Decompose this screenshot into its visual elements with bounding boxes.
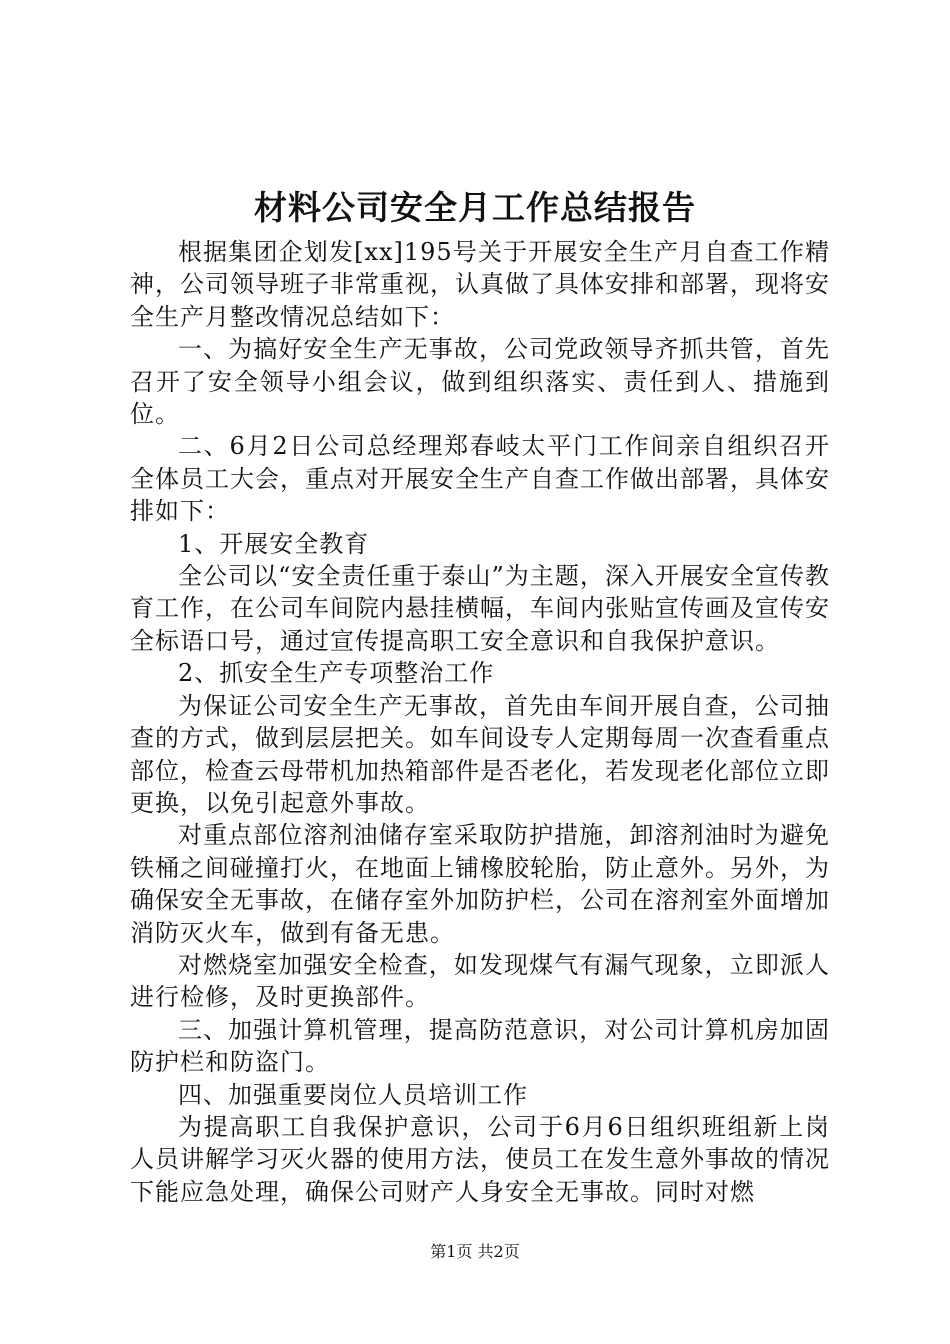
heading-safety-education: 1、开展安全教育 <box>178 529 370 558</box>
page-footer: 第1页 共2页 <box>430 1242 520 1261</box>
document-body <box>130 236 830 1208</box>
paragraph-combustion-room: 对燃烧室加强安全检查，如发现煤气有漏气现象，立即派人进行检修，及时更换部件。 <box>130 950 830 1012</box>
paragraph-self-inspection: 为保证公司安全生产无事故，首先由车间开展自查，公司抽查的方式，做到层层把关。如车间设专人定期每周一次查看重点部位，检查云母带机加热箱部件是否老化，若发现老化部位立即更换，以免引起意外事故。 <box>130 691 830 817</box>
page-title: 材料公司安全月工作总结报告 <box>254 188 696 227</box>
paragraph-solvent-storage: 对重点部位溶剂油储存室采取防护措施，卸溶剂油时为避免铁桶之间碰撞打火，在地面上铺橡胶轮胎，防止意外。另外，为确保安全无事故，在储存室外加防护栏，公司在溶剂室外面增加消防灭火车，做到有备无患。 <box>130 821 830 947</box>
paragraph-section-2: 二、6月2日公司总经理郑春岐太平门工作间亲自组织召开全体员工大会，重点对开展安全生产自查工作做出部署，具体安排如下： <box>130 432 830 526</box>
paragraph-intro: 根据集团企划发[xx]195号关于开展安全生产月自查工作精神，公司领导班子非常重视，认真做了具体安排和部署，现将安全生产月整改情况总结如下： <box>130 238 830 331</box>
paragraph-safety-education: 全公司以“安全责任重于泰山”为主题，深入开展安全宣传教育工作，在公司车间院内悬挂横幅，车间内张贴宣传画及宣传安全标语口号，通过宣传提高职工安全意识和自我保护意识。 <box>130 562 830 655</box>
heading-section-4: 四、加强重要岗位人员培训工作 <box>178 1080 528 1109</box>
heading-special-rectification: 2、抓安全生产专项整治工作 <box>178 659 495 688</box>
paragraph-training: 为提高职工自我保护意识，公司于6月6日组织班组新上岗人员讲解学习灭火器的使用方法，使员工在发生意外事故的情况下能应急处理，确保公司财产人身安全无事故。同时对燃 <box>130 1112 830 1206</box>
paragraph-section-3: 三、加强计算机管理，提高防范意识，对公司计算机房加固防护栏和防盗门。 <box>130 1015 830 1077</box>
paragraph-section-1: 一、为搞好安全生产无事故，公司党政领导齐抓共管，首先召开了安全领导小组会议，做到组织落实、责任到人、措施到位。 <box>130 335 830 429</box>
